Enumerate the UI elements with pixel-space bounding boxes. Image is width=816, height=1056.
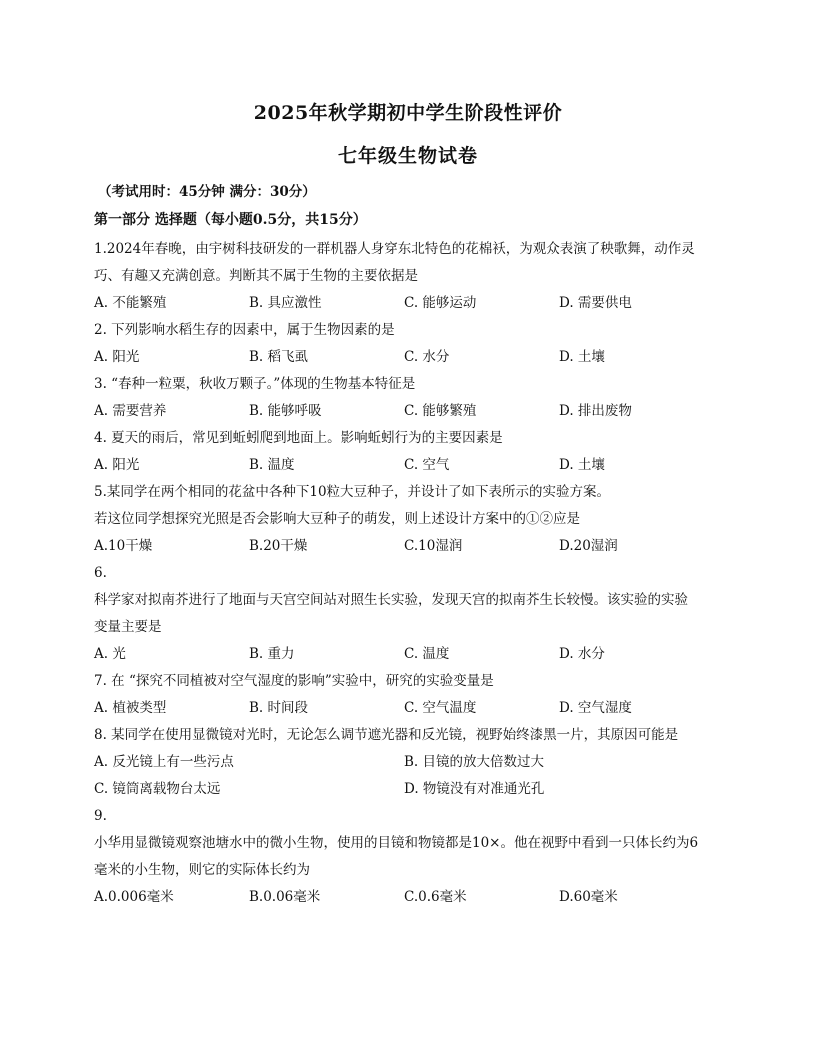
answer-option: D.20湿润 xyxy=(559,538,618,554)
answer-option: C. 能够运动 xyxy=(404,295,477,311)
answer-option: A.10干燥 xyxy=(94,538,153,554)
answer-option: D. 水分 xyxy=(559,646,605,662)
question-9 xyxy=(94,803,724,911)
answer-option: D. 空气湿度 xyxy=(559,700,632,716)
options-row xyxy=(94,290,724,317)
answer-option: D. 土壤 xyxy=(559,457,605,473)
answer-option: B. 温度 xyxy=(249,457,295,473)
question-8 xyxy=(94,722,724,803)
answer-option: B. 重力 xyxy=(249,646,295,662)
options-row xyxy=(94,776,724,803)
exam-subtitle: 七年级生物试卷 xyxy=(337,145,478,167)
answer-option: B. 时间段 xyxy=(249,700,309,716)
question-text-line: 1.2024年春晚，由宇树科技研发的一群机器人身穿东北特色的花棉袄，为观众表演了秧歌舞，动作灵 xyxy=(94,241,695,257)
answer-option: C. 镜筒离载物台太远 xyxy=(94,781,221,797)
question-text-line: 科学家对拟南芥进行了地面与天宫空间站对照生长实验，发现天宫的拟南芥生长较慢。该实验的实验 xyxy=(94,592,688,608)
answer-option: A. 阳光 xyxy=(94,349,140,365)
question-1 xyxy=(94,236,724,317)
question-4 xyxy=(94,425,724,479)
question-text-line: 6. xyxy=(94,565,107,581)
answer-option: D. 物镜没有对准通光孔 xyxy=(404,781,545,797)
answer-option: B. 稻飞虱 xyxy=(249,349,309,365)
answer-option: C. 空气温度 xyxy=(404,700,477,716)
question-text-line: 5.某同学在两个相同的花盆中各种下10粒大豆种子，并设计了如下表所示的实验方案。 xyxy=(94,484,611,500)
question-text-line: 7. 在 “探究不同植被对空气湿度的影响”实验中，研究的实验变量是 xyxy=(94,673,494,689)
options-row xyxy=(94,452,724,479)
answer-option: A. 不能繁殖 xyxy=(94,295,167,311)
options-row xyxy=(94,695,724,722)
question-6 xyxy=(94,560,724,668)
options-row xyxy=(94,344,724,371)
question-3 xyxy=(94,371,724,425)
answer-option: B.0.06毫米 xyxy=(249,889,321,905)
answer-option: A. 阳光 xyxy=(94,457,140,473)
section-heading: 第一部分 选择题（每小题0.5分，共15分） xyxy=(94,212,367,228)
answer-option: C. 水分 xyxy=(404,349,450,365)
answer-option: B. 具应激性 xyxy=(249,295,322,311)
answer-option: C.10湿润 xyxy=(404,538,463,554)
question-text-line: 小华用显微镜观察池塘水中的微小生物，使用的目镜和物镜都是10×。他在视野中看到一只体长约为6 xyxy=(94,835,699,851)
answer-option: A. 光 xyxy=(94,646,126,662)
answer-option: B. 能够呼吸 xyxy=(249,403,322,419)
question-text-line: 9. xyxy=(94,808,107,824)
question-text-line: 3. “春种一粒粟，秋收万颗子。”体现的生物基本特征是 xyxy=(94,376,416,392)
question-text-line: 变量主要是 xyxy=(94,619,162,635)
question-text-line: 巧、有趣又充满创意。判断其不属于生物的主要依据是 xyxy=(94,268,418,284)
question-7 xyxy=(94,668,724,722)
answer-option: C.0.6毫米 xyxy=(404,889,467,905)
answer-option: C. 空气 xyxy=(404,457,450,473)
question-text-line: 8. 某同学在使用显微镜对光时，无论怎么调节遮光器和反光镜，视野始终漆黑一片，其原因可能是 xyxy=(94,727,679,743)
question-list xyxy=(94,236,724,911)
answer-option: C. 能够繁殖 xyxy=(404,403,477,419)
question-text-line: 4. 夏天的雨后，常见到蚯蚓爬到地面上。影响蚯蚓行为的主要因素是 xyxy=(94,430,503,446)
answer-option: A. 反光镜上有一些污点 xyxy=(94,754,234,770)
question-text-line: 若这位同学想探究光照是否会影响大豆种子的萌发，则上述设计方案中的①②应是 xyxy=(94,511,580,527)
question-text-line: 毫米的小生物，则它的实际体长约为 xyxy=(94,862,310,878)
question-text-line: 2. 下列影响水稻生存的因素中，属于生物因素的是 xyxy=(94,322,395,338)
exam-info: （考试用时：45分钟 满分：30分） xyxy=(98,184,316,200)
answer-option: D. 土壤 xyxy=(559,349,605,365)
answer-option: A.0.006毫米 xyxy=(94,889,174,905)
options-row xyxy=(94,533,724,560)
answer-option: B.20干燥 xyxy=(249,538,308,554)
options-row xyxy=(94,641,724,668)
options-row xyxy=(94,749,724,776)
answer-option: C. 温度 xyxy=(404,646,450,662)
answer-option: D. 需要供电 xyxy=(559,295,632,311)
question-5 xyxy=(94,479,724,560)
answer-option: A. 植被类型 xyxy=(94,700,167,716)
answer-option: D.60毫米 xyxy=(559,889,618,905)
exam-title: 2025年秋学期初中学生阶段性评价 xyxy=(253,102,563,124)
answer-option: D. 排出废物 xyxy=(559,403,632,419)
answer-option: A. 需要营养 xyxy=(94,403,167,419)
answer-option: B. 目镜的放大倍数过大 xyxy=(404,754,545,770)
options-row xyxy=(94,884,724,911)
question-2 xyxy=(94,317,724,371)
options-row xyxy=(94,398,724,425)
